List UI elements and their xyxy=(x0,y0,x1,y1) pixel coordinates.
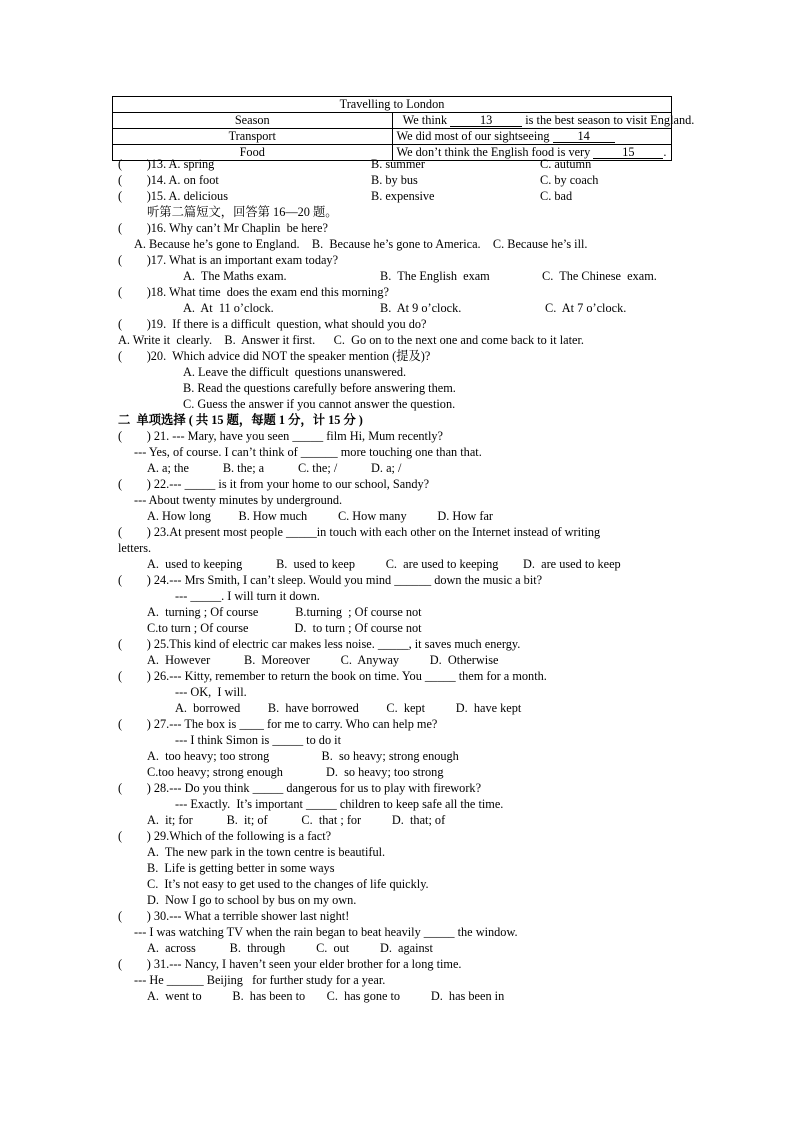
text-line: B. At 9 o’clock. xyxy=(380,301,462,315)
text-line: C. Guess the answer if you cannot answer the question. xyxy=(183,397,456,411)
text-line: --- OK, I will. xyxy=(175,685,247,699)
text-line: ( )16. Why can’t Mr Chaplin be here? xyxy=(118,221,328,235)
text-line: ( )19. If there is a difficult question, what should you do? xyxy=(118,317,427,331)
row-label: Season xyxy=(113,113,393,129)
text-line: A. Write it clearly. B. Answer it first. C. Go on to the next one and come back to it later. xyxy=(118,333,585,347)
text-line: ( ) 26.--- Kitty, remember to return the book on time. You _____ them for a month. xyxy=(118,669,547,683)
text-line: ( ) 24.--- Mrs Smith, I can’t sleep. Would you mind ______ down the music a bit? xyxy=(118,573,543,587)
text-line: A. How long B. How much C. How many D. How far xyxy=(147,509,493,523)
text-line: ( )20. Which advice did NOT the speaker mention (提及)? xyxy=(118,349,431,363)
text-line: A. The new park in the town centre is beautiful. xyxy=(147,845,386,859)
text-line: A. it; for B. it; of C. that ; for D. that; of xyxy=(147,813,446,827)
text-line: --- Yes, of course. I can’t think of ______ more touching one than that. xyxy=(134,445,482,459)
text-line: 听第二篇短文，回答第 16—20 题。 xyxy=(147,205,338,219)
row-content: We think 13 is the best season to visit England. xyxy=(392,113,672,129)
text-line: A. However B. Moreover C. Anyway D. Otherwise xyxy=(147,653,499,667)
text-line: ( ) 21. --- Mary, have you seen _____ film Hi, Mum recently? xyxy=(118,429,443,443)
answer-blank: 13 xyxy=(450,114,522,127)
text-line: ( ) 25.This kind of electric car makes less noise. _____, it saves much energy. xyxy=(118,637,521,651)
text-line: ( ) 23.At present most people _____in touch with each other on the Internet instead of writing xyxy=(118,525,601,539)
text-line: ( )17. What is an important exam today? xyxy=(118,253,339,267)
text-line: ( )18. What time does the exam end this morning? xyxy=(118,285,389,299)
text-line: --- I think Simon is _____ to do it xyxy=(175,733,342,747)
row-content: We don’t think the English food is very 15 . xyxy=(392,145,672,161)
text-line: 二 单项选择 ( 共 15 题，每题 1 分，计 15 分 ) xyxy=(118,413,363,427)
text-line: A. went to B. has been to C. has gone to D. has been in xyxy=(147,989,505,1003)
text-line: ( ) 28.--- Do you think _____ dangerous for us to play with firework? xyxy=(118,781,482,795)
text-line: B. by bus xyxy=(371,173,418,187)
text-line: A. borrowed B. have borrowed C. kept D. have kept xyxy=(175,701,522,715)
table-row xyxy=(113,129,672,145)
text-line: D. Now I go to school by bus on my own. xyxy=(147,893,357,907)
text-line: B. expensive xyxy=(371,189,435,203)
text-line: A. used to keeping B. used to keep C. are used to keeping D. are used to keep xyxy=(147,557,621,571)
text-line: ( ) 29.Which of the following is a fact? xyxy=(118,829,332,843)
table-title: Travelling to London xyxy=(113,97,672,113)
text-line: A. too heavy; too strong B. so heavy; strong enough xyxy=(147,749,459,763)
row-label: Food xyxy=(113,145,393,161)
text-line: C. At 7 o’clock. xyxy=(545,301,627,315)
text-line: A. a; the B. the; a C. the; / D. a; / xyxy=(147,461,402,475)
text-line: B. Life is getting better in some ways xyxy=(147,861,335,875)
row-content: We did most of our sightseeing 14 xyxy=(392,129,672,145)
text-line: C. autumn xyxy=(540,157,592,171)
text-line: A. across B. through C. out D. against xyxy=(147,941,433,955)
text-line: A. Leave the difficult questions unanswered. xyxy=(183,365,407,379)
text-line: C. bad xyxy=(540,189,573,203)
text-line: C. It’s not easy to get used to the changes of life quickly. xyxy=(147,877,429,891)
text-line: A. Because he’s gone to England. B. Because he’s gone to America. C. Because he’s ill. xyxy=(134,237,588,251)
text-line: ( ) 27.--- The box is ____ for me to carry. Who can help me? xyxy=(118,717,438,731)
text-line: B. The English exam xyxy=(380,269,490,283)
text-line: ( ) 30.--- What a terrible shower last night! xyxy=(118,909,350,923)
text-line: --- He ______ Beijing for further study for a year. xyxy=(134,973,386,987)
text-line: A. The Maths exam. xyxy=(183,269,287,283)
text-line: ( ) 31.--- Nancy, I haven’t seen your elder brother for a long time. xyxy=(118,957,462,971)
text-line: --- Exactly. It’s important _____ children to keep safe all the time. xyxy=(175,797,504,811)
text-line: ( )15. A. delicious xyxy=(118,189,228,203)
text-line: B. Read the questions carefully before answering them. xyxy=(183,381,456,395)
text-line: A. turning ; Of course B.turning ; Of course not xyxy=(147,605,422,619)
text-line: C.too heavy; strong enough D. so heavy; too strong xyxy=(147,765,444,779)
text-line: B. summer xyxy=(371,157,425,171)
answer-blank: 14 xyxy=(553,130,615,143)
text-line: --- About twenty minutes by underground. xyxy=(134,493,343,507)
text-line: C. by coach xyxy=(540,173,599,187)
table-title-row xyxy=(113,97,672,113)
row-label: Transport xyxy=(113,129,393,145)
text-line: --- _____. I will turn it down. xyxy=(175,589,320,603)
travel-table xyxy=(112,96,695,161)
text-line: ( )13. A. spring xyxy=(118,157,215,171)
text-line: letters. xyxy=(118,541,152,555)
text-line: C. The Chinese exam. xyxy=(542,269,657,283)
answer-blank: 15 xyxy=(593,146,663,159)
text-line: --- I was watching TV when the rain began to beat heavily _____ the window. xyxy=(134,925,518,939)
text-line: ( )14. A. on foot xyxy=(118,173,219,187)
table-row xyxy=(113,113,672,129)
text-line: A. At 11 o’clock. xyxy=(183,301,274,315)
text-line: C.to turn ; Of course D. to turn ; Of course not xyxy=(147,621,422,635)
text-line: ( ) 22.--- _____ is it from your home to our school, Sandy? xyxy=(118,477,430,491)
